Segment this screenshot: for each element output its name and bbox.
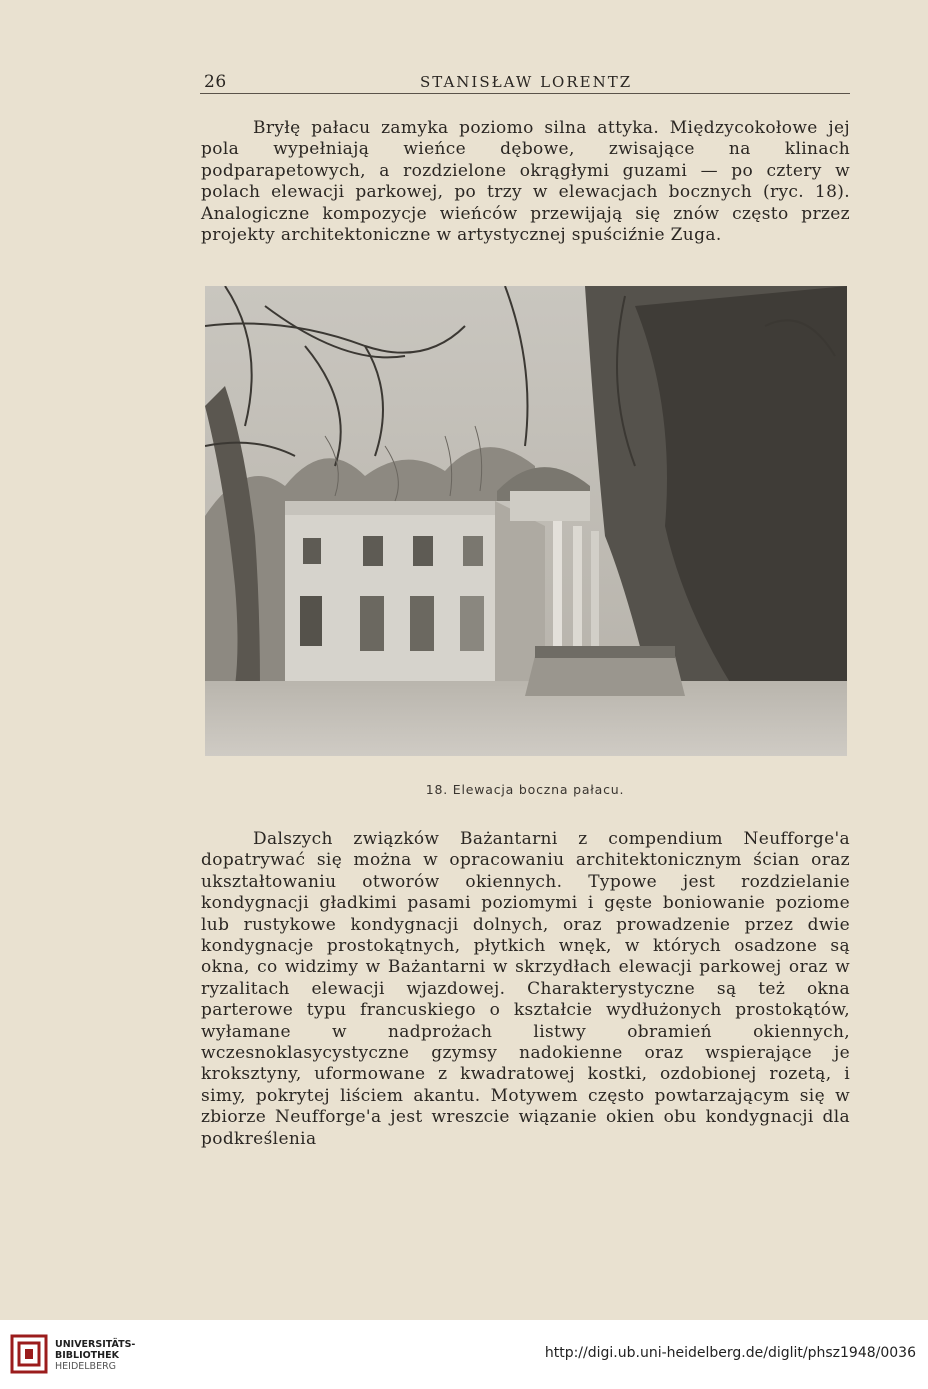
university-library-logo-icon xyxy=(10,1334,48,1374)
page-number: 26 xyxy=(204,72,227,92)
digitization-footer xyxy=(0,1320,928,1389)
page-header xyxy=(200,70,850,94)
library-name-line-1: UNIVERSITÄTS- xyxy=(55,1339,136,1350)
palace-photo-illustration xyxy=(205,286,847,756)
paragraph-1 xyxy=(201,118,850,246)
paragraph-1-text: Bryłę pałacu zamyka poziomo silna attyka. Międzycokołowe jej pola wypełniają wieńce dębowe, zwisające na klinach podparapetowych, a rozdzielone okrągłymi guzami — po cztery w polach elewacji parkowej, po trzy w elewacjach bocznych (ryc. 18). Analogiczne kompozycje wieńców przewijają się znów często przez projekty architektoniczne w artystycznej spuściźnie Zuga. xyxy=(201,118,850,246)
figure-palace-photo xyxy=(205,286,847,756)
permalink-url[interactable]: http://digi.ub.uni-heidelberg.de/diglit/phsz1948/0036 xyxy=(544,1345,916,1361)
library-name-line-2: BIBLIOTHEK xyxy=(55,1350,119,1361)
library-name xyxy=(55,1339,135,1372)
paragraph-2 xyxy=(201,829,850,1150)
paragraph-2-text: Dalszych związków Bażantarni z compendium Neufforge'a dopatrywać się można w opracowaniu architektonicznym ścian oraz ukształtowaniu otworów okiennych. Typowe jest rozdzielanie kondygnacji gładkimi pasami poziomymi i gęste boniowanie poziome lub rustykowe kondygnacji dolnych, oraz prowadzenie przez dwie kondygnacje prostokątnych, płytkich wnęk, w których osadzone są okna, co widzimy w Bażantarni w skrzydłach elewacji parkowej oraz w ryzalitach elewacji wjazdowej. Charakterystyczne są też okna parterowe typu francuskiego o kształcie wydłużonych prostokątów, wyłamane w nadprożach listwy obramień okiennych, wczesnoklasycystyczne gzymsy nadokienne oraz wspierające je kroksztyny, uformowane z kwadratowej kostki, ozdobionej rozetą, i simy, pokrytej liściem akantu. Motywem często powtarzającym się w zbiorze Neufforge'a jest wreszcie wiązanie okien obu kondygnacji dla podkreślenia xyxy=(201,829,850,1149)
library-name-line-3: HEIDELBERG xyxy=(55,1361,117,1372)
figure-caption: 18. Elewacja boczna pałacu. xyxy=(425,782,625,797)
running-head: STANISŁAW LORENTZ xyxy=(420,73,633,91)
